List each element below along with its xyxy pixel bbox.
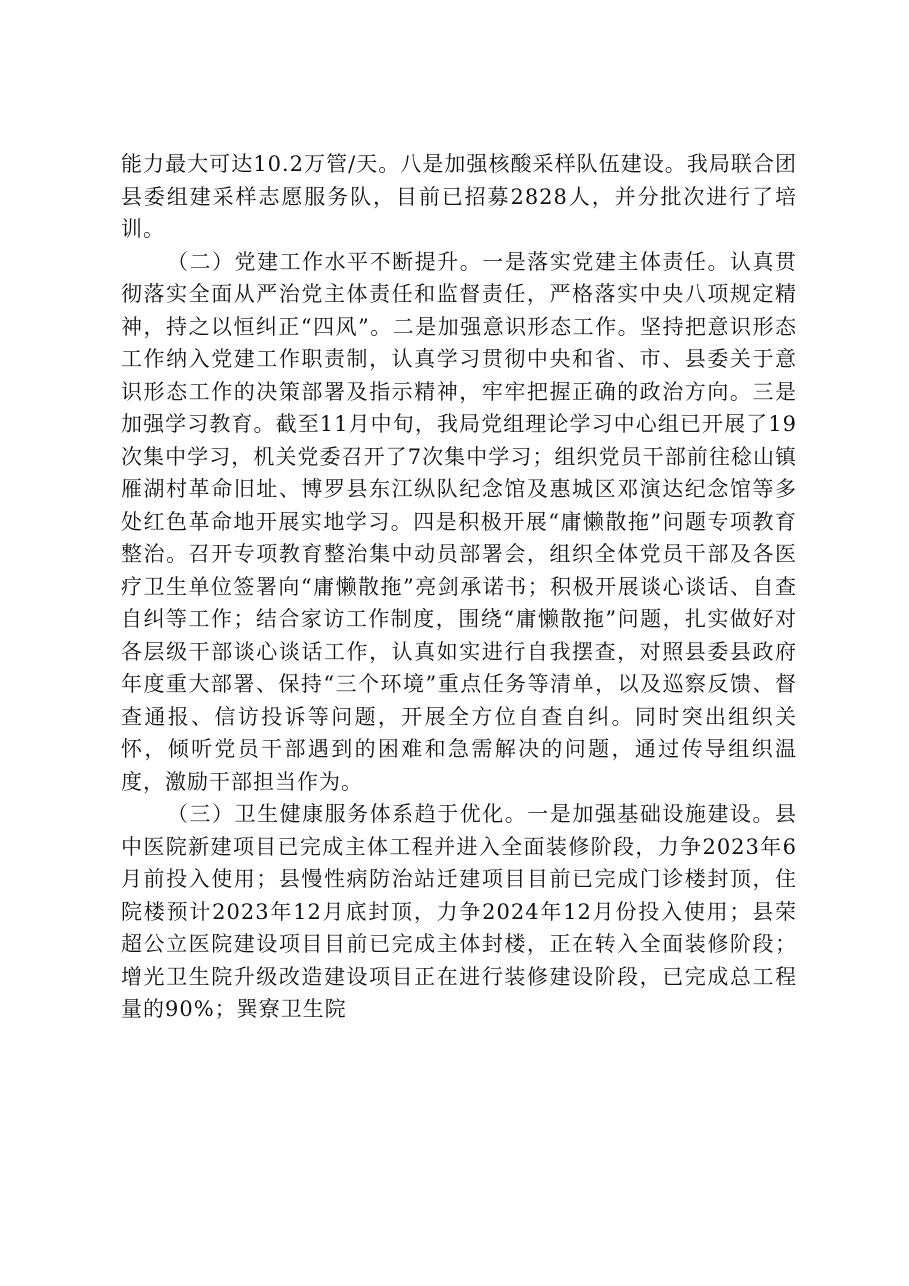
paragraph-3: （三）卫生健康服务体系趋于优化。一是加强基础设施建设。县中医院新建项目已完成主体工程并进入全面装修阶段，力争2023年6月前投入使用；县慢性病防治站迁建项目目前已完成门诊楼封顶，住院楼预计2023年12月底封顶，力争2024年12月份投入使用；县荣超公立医院建设项目目前已完成主体封楼，正在转入全面装修阶段；增光卫生院升级改造建设项目正在进行装修建设阶段，已完成总工程量的90%；巽寮卫生院 — [121, 802, 797, 1021]
document-page — [121, 148, 797, 1026]
paragraph-1: 能力最大可达10.2万管/天。八是加强核酸采样队伍建设。我局联合团县委组建采样志愿服务队，目前已招募2828人，并分批次进行了培训。 — [121, 152, 797, 241]
paragraph-2: （二）党建工作水平不断提升。一是落实党建主体责任。认真贯彻落实全面从严治党主体责任和监督责任，严格落实中央八项规定精神，持之以恒纠正“四风”。二是加强意识形态工作。坚持把意识形态工作纳入党建工作职责制，认真学习贯彻中央和省、市、县委关于意识形态工作的决策部署及指示精神，牢牢把握正确的政治方向。三是加强学习教育。截至11月中旬，我局党组理论学习中心组已开展了19次集中学习，机关党委召开了7次集中学习；组织党员干部前往稔山镇雁湖村革命旧址、博罗县东江纵队纪念馆及惠城区邓演达纪念馆等多处红色革命地开展实地学习。四是积极开展“庸懒散拖”问题专项教育整治。召开专项教育整治集中动员部署会，组织全体党员干部及各医疗卫生单位签署向“庸懒散拖”亮剑承诺书；积极开展谈心谈话、自查自纠等工作；结合家访工作制度，围绕“庸懒散拖”问题，扎实做好对各层级干部谈心谈话工作，认真如实进行自我摆查，对照县委县政府年度重大部署、保持“三个环境”重点任务等清单，以及巡察反馈、督查通报、信访投诉等问题，开展全方位自查自纠。同时突出组织关怀，倾听党员干部遇到的困难和急需解决的问题，通过传导组织温度，激励干部担当作为。 — [121, 249, 797, 794]
